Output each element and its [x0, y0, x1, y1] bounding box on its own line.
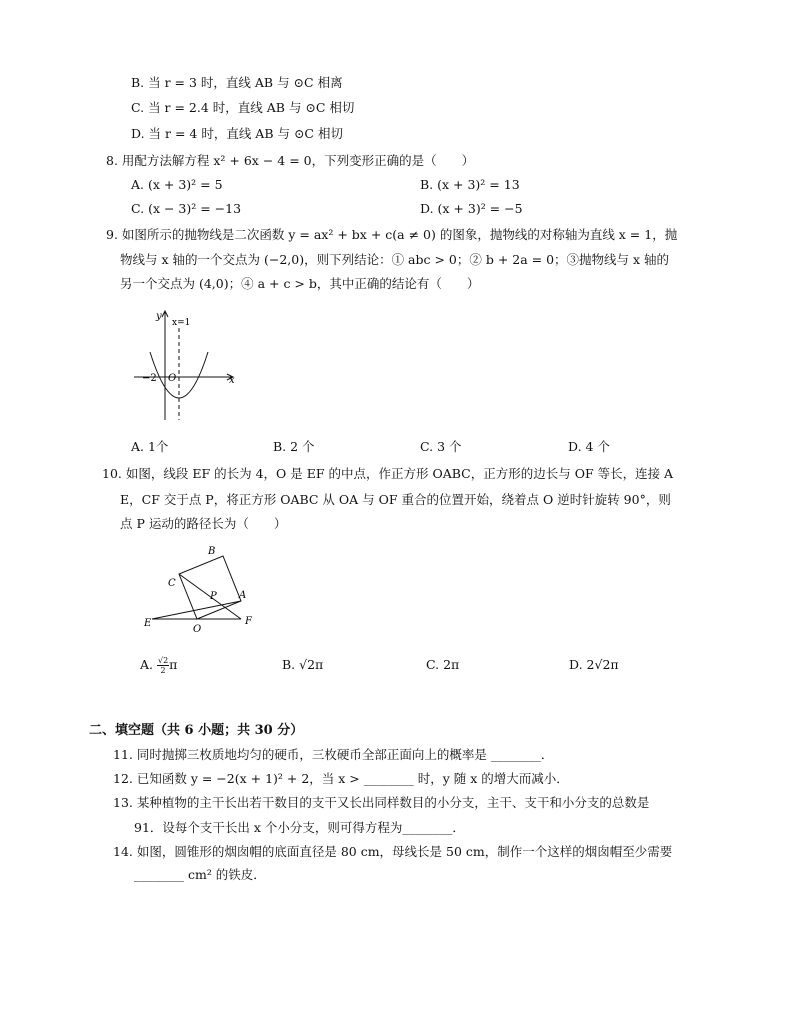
q12: 12. 已知函数 y = −2(x + 1)² + 2，当 x > ________ 时，y 随 x 的增大而减小．	[113, 771, 569, 786]
q8-option-c: C. (x − 3)² = −13	[131, 201, 242, 216]
q9-stem-line-1: 9. 如图所示的抛物线是二次函数 y = ax² + bx + c(a ≠ 0) 的图象，抛物线的对称轴为直线 x = 1，抛	[106, 227, 678, 242]
q9-axis-label: x=1	[172, 318, 191, 328]
q8-option-d: D. (x + 3)² = −5	[420, 201, 523, 216]
q10-option-a-denominator: 2	[160, 666, 166, 675]
q9-option-a: A. 1个	[131, 439, 169, 454]
q10-label-f: F	[245, 616, 252, 627]
q10-option-a	[140, 656, 177, 675]
q9-option-c: C. 3 个	[420, 439, 462, 454]
q13-line-1: 13. 某种植物的主干长出若干数目的支干又长出同样数目的小分支，主干、支干和小分支的总数是	[113, 795, 650, 810]
q7-option-d: D. 当 r = 4 时，直线 AB 与 ⊙C 相切	[131, 126, 343, 141]
q10-option-a-fraction	[157, 656, 169, 675]
q7-option-b: B. 当 r = 3 时，直线 AB 与 ⊙C 相离	[131, 75, 343, 90]
q9-option-d: D. 4 个	[568, 439, 610, 454]
section-2-title: 二、填空题（共 6 小题；共 30 分）	[89, 723, 304, 738]
q8-option-a: A. (x + 3)² = 5	[131, 177, 223, 192]
q10-label-c: C	[168, 578, 176, 589]
q14-line-2: ________ cm² 的铁皮．	[134, 867, 266, 882]
q10-option-b: B. √2π	[282, 657, 324, 672]
q9-y-label: y	[156, 311, 162, 322]
q10-segment-ae	[152, 601, 241, 619]
q10-stem-line-1: 10. 如图，线段 EF 的长为 4，O 是 EF 的中点，作正方形 OABC，正方形的边长与 OF 等长，连接 A	[102, 466, 674, 481]
q10-label-o: O	[193, 624, 202, 635]
q9-neg2-label: −2	[142, 373, 157, 384]
q7-option-c: C. 当 r = 2.4 时，直线 AB 与 ⊙C 相切	[131, 100, 355, 115]
q9-parabola-figure	[128, 308, 248, 423]
q9-option-b: B. 2 个	[273, 439, 315, 454]
q10-option-c: C. 2π	[426, 657, 460, 672]
q10-label-a: A	[239, 590, 247, 601]
q10-option-a-numerator: √2	[157, 656, 169, 665]
q11: 11. 同时抛掷三枚质地均匀的硬币，三枚硬币全部正面向上的概率是 ________．	[113, 747, 554, 762]
q8-option-b: B. (x + 3)² = 13	[420, 177, 520, 192]
q10-option-a-suffix: π	[169, 657, 178, 672]
q9-x-label: x	[229, 375, 235, 386]
q10-stem-line-3: 点 P 运动的路径长为（ ）	[120, 516, 287, 531]
q10-label-b: B	[208, 546, 216, 557]
q10-square-figure	[140, 542, 270, 637]
q10-stem-line-2: E，CF 交于点 P，将正方形 OABC 从 OA 与 OF 重合的位置开始，绕着点 O 逆时针旋转 90°，则	[120, 492, 671, 507]
q13-line-2: 91．设每个支干长出 x 个小分支，则可得方程为________．	[134, 820, 465, 835]
q8-stem: 8. 用配方法解方程 x² + 6x − 4 = 0，下列变形正确的是（ ）	[106, 153, 475, 168]
q10-option-a-prefix: A.	[140, 657, 157, 672]
q9-origin-label: O	[168, 373, 177, 384]
q10-square-oabc	[179, 556, 241, 619]
q14-line-1: 14. 如图，圆锥形的烟囱帽的底面直径是 80 cm，母线长是 50 cm，制作一个这样的烟囱帽至少需要	[113, 844, 673, 859]
q9-stem-line-2: 物线与 x 轴的一个交点为 (−2,0)，则下列结论：① abc > 0；② b + 2a = 0；③抛物线与 x 轴的	[120, 252, 670, 267]
q9-stem-line-3: 另一个交点为 (4,0)；④ a + c > b，其中正确的结论有（ ）	[120, 276, 480, 291]
q10-label-e: E	[144, 618, 152, 629]
q10-option-d: D. 2√2π	[569, 657, 619, 672]
q10-label-p: P	[210, 591, 217, 602]
